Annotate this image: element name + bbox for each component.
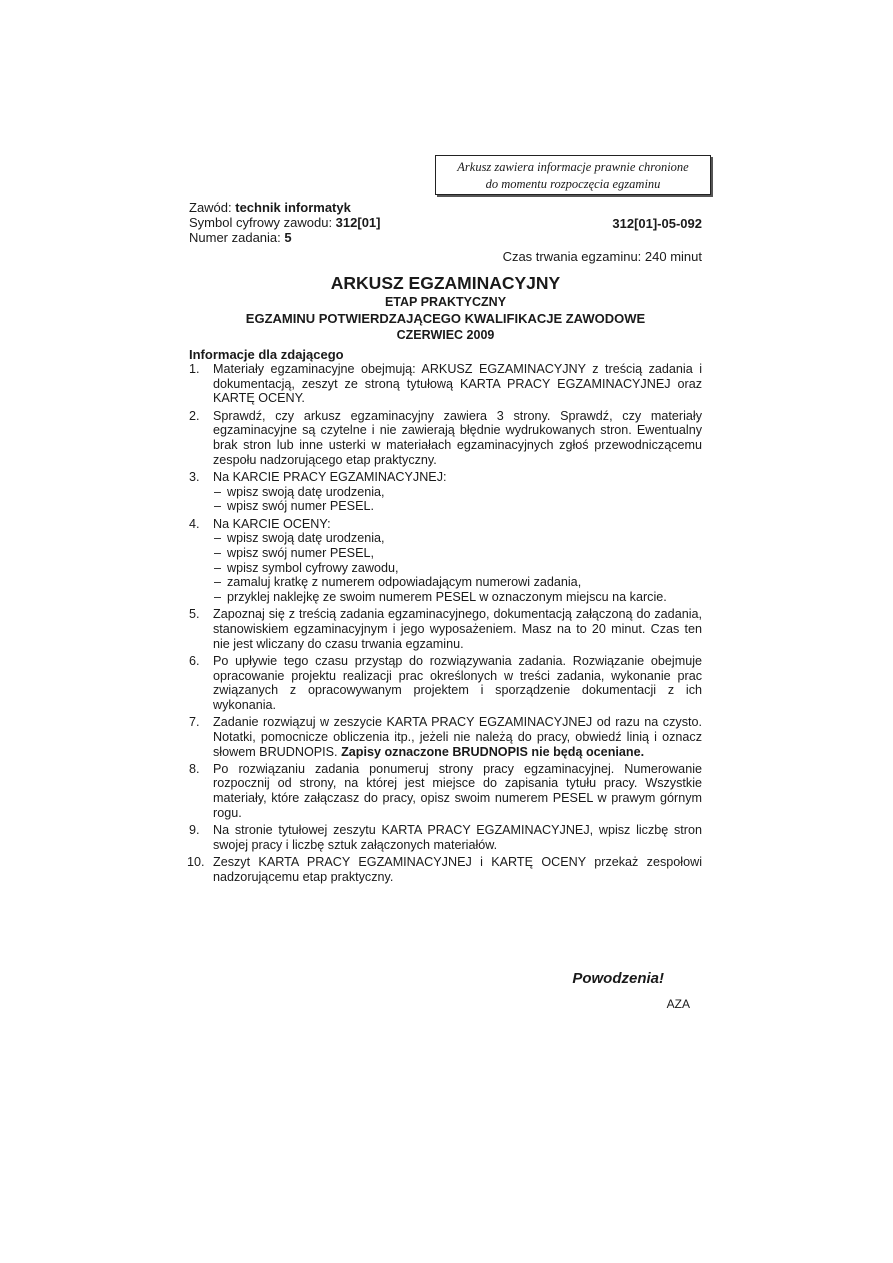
item-text: Materiały egzaminacyjne obejmują: ARKUSZ EGZAMINACYJNY z treścią zadania i dokumentacją, zeszyt ze stroną tytułową KARTA PRACY EGZAMINACYJNEJ oraz KARTĘ OCENY. <box>213 362 702 406</box>
item-number: 10. <box>187 855 205 869</box>
item-text: Po upływie tego czasu przystąp do rozwiązywania zadania. Rozwiązanie obejmuje opracowanie projektu realizacji prac określonych w treści zadania, wykonanie prac związanych z opracowywanym projektem i sporządzenie dokumentacji z ich wykonania. <box>213 653 702 712</box>
item-strong-text: Zapisy oznaczone BRUDNOPIS nie będą oceniane. <box>341 744 645 759</box>
sub-item: – przyklej naklejkę ze swoim numerem PESEL w oznaczonym miejscu na karcie. <box>213 590 702 605</box>
item-text: Na KARCIE OCENY: <box>213 516 331 531</box>
confidentiality-notice-box <box>435 155 711 195</box>
instruction-item-6 <box>189 654 702 713</box>
author-initials: AZA <box>666 997 690 1011</box>
item-number: 4. <box>189 516 200 531</box>
sheet-title: ARKUSZ EGZAMINACYJNY <box>330 273 561 293</box>
exam-date: CZERWIEC 2009 <box>396 328 495 342</box>
instruction-item-7 <box>189 715 702 759</box>
item-number: 2. <box>189 408 200 423</box>
notice-line-2: do momentu rozpoczęcia egzaminu <box>485 177 661 191</box>
exam-heading <box>189 272 702 343</box>
profession-value: technik informatyk <box>235 200 351 215</box>
instruction-item-4 <box>189 517 702 605</box>
symbol-value: 312[01] <box>335 215 381 230</box>
sub-item: – wpisz symbol cyfrowy zawodu, <box>213 561 702 576</box>
item-text: Zapoznaj się z treścią zadania egzaminacyjnego, dokumentacją załączoną do zadania, stanowiskiem egzaminacyjnym i jego wyposażeniem. Masz na to 20 minut. Czas ten nie jest wliczany do czasu trwania egzaminu. <box>213 607 702 651</box>
item-number: 3. <box>189 469 200 484</box>
task-value: 5 <box>284 230 292 245</box>
item-number: 7. <box>189 715 200 730</box>
task-row <box>189 230 380 245</box>
instruction-item-5 <box>189 607 702 651</box>
symbol-label: Symbol cyfrowy zawodu: <box>189 215 336 230</box>
item-number: 1. <box>189 362 200 376</box>
sub-item: – wpisz swoją datę urodzenia, <box>213 531 702 546</box>
instruction-item-1 <box>189 362 702 406</box>
profession-label: Zawód: <box>189 200 236 215</box>
instructions-list <box>189 362 702 887</box>
item-text: Po rozwiązaniu zadania ponumeruj strony pracy egzaminacyjnej. Numerowanie rozpocznij od strony, na której jest miejsce do zapisania tytułu pracy. Wszystkie materiały, które załączasz do pracy, opisz swoim numerem PESEL w prawym górnym rogu. <box>213 761 702 820</box>
exam-title: EGZAMINU POTWIERDZAJĄCEGO KWALIFIKACJE ZAWODOWE <box>245 311 646 326</box>
sub-item: – wpisz swoją datę urodzenia, <box>213 485 702 500</box>
item-number: 6. <box>189 653 200 668</box>
item-number: 9. <box>189 823 200 838</box>
instruction-item-10 <box>189 855 702 884</box>
profession-row <box>189 200 380 215</box>
good-luck-text: Powodzenia! <box>572 970 664 987</box>
stage-title: ETAP PRAKTYCZNY <box>384 295 507 309</box>
item-number: 8. <box>189 761 200 776</box>
item-number: 5. <box>189 607 200 622</box>
task-label: Numer zadania: <box>189 230 285 245</box>
item-text: Sprawdź, czy arkusz egzaminacyjny zawiera 3 strony. Sprawdź, czy materiały egzaminacyjne są czytelne i nie zawierają błędnie wydrukowanych stron. Ewentualny brak stron lub inne usterki w materiałach egzaminacyjnych zgłoś przewodniczącemu zespołu nadzorującego etap praktyczny. <box>213 408 702 467</box>
instruction-item-8 <box>189 762 702 821</box>
sub-item: – wpisz swój numer PESEL. <box>213 499 702 514</box>
item-text: Zadanie rozwiązuj w zeszycie KARTA PRACY EGZAMINACYJNEJ od razu na czysto. Notatki, pomocnicze obliczenia itp., jeżeli nie należą do pracy, obwiedź linią i oznacz słowem BRUDNOPIS. <box>213 715 702 759</box>
item-text: Na stronie tytułowej zeszytu KARTA PRACY EGZAMINACYJNEJ, wpisz liczbę stron swojej pracy i liczbę sztuk załączonych materiałów. <box>213 823 702 852</box>
notice-line-1: Arkusz zawiera informacje prawnie chronione <box>457 160 689 174</box>
sub-item: – zamaluj kratkę z numerem odpowiadającym numerowi zadania, <box>213 575 702 590</box>
instruction-item-9 <box>189 823 702 852</box>
item-text: Zeszyt KARTA PRACY EGZAMINACYJNEJ i KARTĘ OCENY przekaż zespołowi nadzorującemu etap praktyczny. <box>213 855 702 884</box>
info-title: Informacje dla zdającego <box>189 347 344 362</box>
sub-item: – wpisz swój numer PESEL, <box>213 546 702 561</box>
instruction-item-2 <box>189 409 702 468</box>
exam-meta <box>189 200 380 245</box>
symbol-row <box>189 215 380 230</box>
exam-duration: Czas trwania egzaminu: 240 minut <box>502 249 702 264</box>
exam-code: 312[01]-05-092 <box>612 216 702 231</box>
instruction-item-3 <box>189 470 702 514</box>
item-text: Na KARCIE PRACY EGZAMINACYJNEJ: <box>213 469 447 484</box>
